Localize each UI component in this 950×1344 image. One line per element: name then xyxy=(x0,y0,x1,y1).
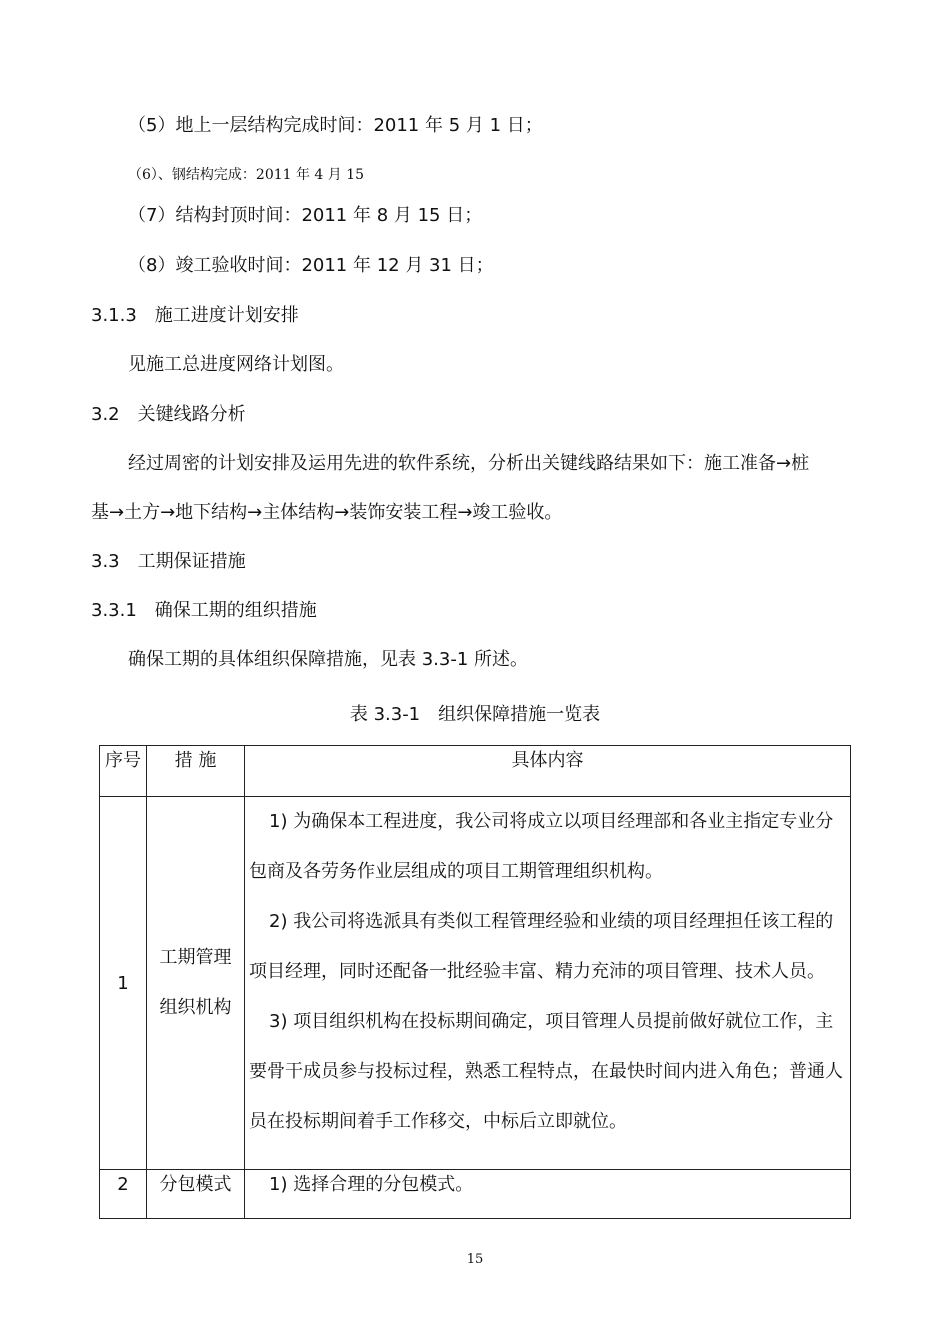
section-heading-3-3: 3.3 工期保证措施 xyxy=(91,551,246,572)
content-paragraph: 2) 我公司将选派具有类似工程管理经验和业绩的项目经理担任该工程的项目经理，同时还配备一批经验丰富、精力充沛的项目管理、技术人员。 xyxy=(249,911,834,982)
schedule-item-6: （6）、钢结构完成：2011 年 4 月 15 xyxy=(128,167,365,183)
row-index xyxy=(100,1170,147,1219)
section-heading-3-3-1: 3.3.1 确保工期的组织措施 xyxy=(91,600,317,621)
section-heading-3-1-3: 3.1.3 施工进度计划安排 xyxy=(91,305,299,326)
schedule-item-5: （5）地上一层结构完成时间：2011 年 5 月 1 日； xyxy=(128,115,543,136)
content-paragraph: 3) 项目组织机构在投标期间确定，项目管理人员提前做好就位工作，主要骨干成员参与投标过程，熟悉工程特点，在最快时间内进入角色；普通人员在投标期间着手工作移交，中标后立即就位。 xyxy=(249,1011,843,1132)
page-number: 15 xyxy=(466,1252,484,1267)
paragraph-critical-path-line2: 基→土方→地下结构→主体结构→装饰安装工程→竣工验收。 xyxy=(91,502,563,523)
paragraph-critical-path-line1: 经过周密的计划安排及运用先进的软件系统，分析出关键线路结果如下：施工准备→桩 xyxy=(128,453,810,474)
header-measure: 措 施 xyxy=(147,746,245,797)
content-paragraph: 1) 为确保本工程进度，我公司将成立以项目经理部和各业主指定专业分包商及各劳务作业层组成的项目工期管理组织机构。 xyxy=(249,811,834,882)
section-heading-3-2: 3.2 关键线路分析 xyxy=(91,404,246,425)
row-measure xyxy=(147,1170,245,1219)
paragraph-table-reference: 确保工期的具体组织保障措施，见表 3.3-1 所述。 xyxy=(128,649,529,670)
schedule-item-7: （7）结构封顶时间：2011 年 8 月 15 日； xyxy=(128,205,483,226)
table-header-row xyxy=(100,746,851,797)
row-measure-line1: 工期管理 xyxy=(159,947,232,968)
row-measure xyxy=(147,797,245,1170)
measures-table xyxy=(99,745,851,1219)
row-content xyxy=(245,1170,851,1219)
table-row xyxy=(100,797,851,1170)
header-content: 具体内容 xyxy=(245,746,851,797)
row-index-text: 2 xyxy=(117,1174,129,1195)
row-measure-line2: 组织机构 xyxy=(159,997,232,1018)
paragraph-network-plan: 见施工总进度网络计划图。 xyxy=(128,354,344,375)
table-caption: 表 3.3-1 组织保障措施一览表 xyxy=(349,704,601,725)
row-index xyxy=(100,797,147,1170)
table-row xyxy=(100,1170,851,1219)
row-measure-text: 分包模式 xyxy=(159,1174,232,1195)
header-index: 序号 xyxy=(100,746,147,797)
schedule-item-8: （8）竣工验收时间：2011 年 12 月 31 日； xyxy=(128,255,494,276)
row-index-text: 1 xyxy=(117,972,129,994)
row-content xyxy=(245,797,851,1170)
content-paragraph: 1) 选择合理的分包模式。 xyxy=(269,1174,474,1195)
